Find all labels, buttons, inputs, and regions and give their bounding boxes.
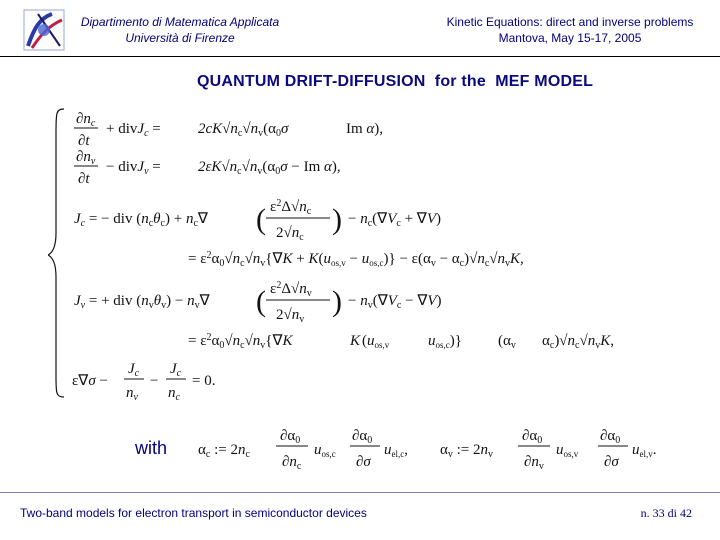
- svg-text:Jc: $J_c$: [128, 361, 140, 379]
- svg-text:− nv(∇Vc − ∇V): − $n_v(\nabla V_c - \nabla V)$: [348, 293, 442, 311]
- svg-text:= ε2α0√nc√nv{∇K + K(uos,v − uo: = $\varepsilon^2\alpha_0√n_c√n_v\{\nabla K + K(u_{os,v} - u_{os,c})\} - \varepsilon(\alpha_v - \alpha_c)√n_c√n_vK$,: [188, 250, 524, 269]
- svg-text:∂σ: ∂σ: [356, 454, 371, 470]
- slide-header: [0, 0, 720, 57]
- conference-venue-date: Mantova, May 15-17, 2005: [498, 31, 642, 45]
- slide-title: QUANTUM DRIFT-DIFFUSION for the MEF MODEL: [196, 73, 594, 90]
- alpha-definitions: [190, 422, 690, 474]
- svg-text:ε2Δ√nc: $\varepsilon^2\Delta√n_c$: [270, 198, 312, 217]
- svg-text:nv: $n_v$: [126, 385, 138, 403]
- svg-text:∂α0: $\partial\alpha_0$: [280, 428, 301, 446]
- svg-text:uel,v.: $u_{el,v}$.: [632, 442, 657, 459]
- svg-text:Jc = − div (ncθc) + nc∇: $J_c$ = − div $(n_c\theta_c) + n_c\nabla$: [74, 211, 208, 229]
- svg-text:∂nv: $\partial n_v$: [76, 149, 96, 167]
- svg-text:ε2Δ√nv: $\varepsilon^2\Delta√n_v$: [270, 280, 312, 299]
- svg-text:Jv = + div (nvθv) − nv∇: $J_v$ = + div $(n_v\theta_v) - n_v\nabla$: [74, 293, 210, 311]
- svg-text:2cK√nc√nv(α0σ: $2cK√n_c√n_v(\alpha_0\sigma$: [198, 121, 289, 139]
- conference-block: [430, 14, 710, 46]
- svg-text:nc: $n_c$: [168, 385, 180, 403]
- svg-text:): ): [332, 203, 342, 236]
- svg-text:uel,c,: $u_{el,c}$,: [384, 442, 408, 459]
- svg-text:uos,c)}: $u_{os,c}$)}: [428, 333, 462, 350]
- svg-text:(: (: [256, 203, 266, 236]
- svg-text:αc)√nc√nvK,: $\alpha_c)√n_c√n_vK$,: [542, 333, 614, 351]
- svg-text:ε∇σ −: ε∇σ −: [72, 373, 108, 389]
- institution-department: Dipartimento di Matematica Applicata: [80, 15, 280, 29]
- svg-text:(: (: [256, 285, 266, 318]
- conference-title: Kinetic Equations: direct and inverse problems: [446, 15, 694, 29]
- institution-university: Università di Firenze: [125, 31, 235, 45]
- svg-text:∂α0: $\partial\alpha_0$: [522, 428, 543, 446]
- svg-text:− nc(∇Vc + ∇V): − $n_c(\nabla V_c + \nabla V)$: [348, 211, 441, 229]
- svg-text:∂nc: $\partial n_c$: [76, 111, 96, 129]
- svg-text:Im α),: Im α),: [346, 121, 384, 137]
- svg-text:αv := 2nv: $\alpha_v$ := $2n_v$: [440, 442, 493, 460]
- svg-text:∂t: ∂t: [78, 133, 90, 149]
- svg-text:= ε2α0√nc√nv{∇K: = $\varepsilon^2\alpha_0√n_c√n_v\{\nabla K$: [188, 332, 293, 351]
- footer-divider: [0, 492, 720, 493]
- svg-text:∂nc: $\partial n_c$: [282, 454, 302, 472]
- svg-text:2√nc: $2√n_c$: [276, 225, 304, 243]
- equation-system-graphic: [48, 103, 708, 403]
- svg-text:∂σ: ∂σ: [604, 454, 619, 470]
- left-brace: [48, 109, 64, 397]
- slide-number: n. 33 di 42: [640, 506, 692, 520]
- svg-text:(αv: ($\alpha_v$: [498, 333, 516, 351]
- equation-system: [48, 103, 708, 403]
- institution-block: [70, 14, 290, 46]
- svg-text:= 0.: = 0.: [192, 373, 216, 389]
- svg-text:αc := 2nc: $\alpha_c$ := $2n_c$: [198, 442, 250, 460]
- svg-text:∂t: ∂t: [78, 171, 90, 187]
- svg-text:∂α0: $\partial\alpha_0$: [352, 428, 373, 446]
- svg-text:uos,v: $u_{os,v}$: [556, 442, 579, 459]
- svg-text:− divJv =: − divJ$_v$ =: [106, 159, 161, 177]
- svg-text:(uos,v: ($u_{os,v}$: [362, 333, 390, 350]
- svg-text:+ divJc =: + divJ$_c$ =: [106, 121, 161, 139]
- alpha-definitions-graphic: [190, 422, 690, 474]
- svg-text:uos,c: $u_{os,c}$: [314, 442, 336, 459]
- svg-text:Jc: $J_c$: [170, 361, 182, 379]
- with-label: with: [135, 438, 168, 458]
- svg-text:−: −: [150, 373, 159, 389]
- svg-text:2√nv: $2√n_v$: [276, 307, 305, 325]
- university-logo-icon: [22, 8, 66, 52]
- svg-text:K: K: [350, 333, 361, 349]
- header-divider: [0, 56, 720, 57]
- svg-text:2εK√nc√nv(α0σ − Im α),: $2\varepsilon K√n_c√n_v(\alpha_0\sigma - Im$ α),: [198, 159, 341, 177]
- svg-text:): ): [332, 285, 342, 318]
- footer-course-title: Two-band models for electron transport in semiconductor devices: [20, 506, 367, 520]
- svg-text:∂nv: $\partial n_v$: [524, 454, 544, 472]
- svg-text:∂α0: $\partial\alpha_0$: [600, 428, 621, 446]
